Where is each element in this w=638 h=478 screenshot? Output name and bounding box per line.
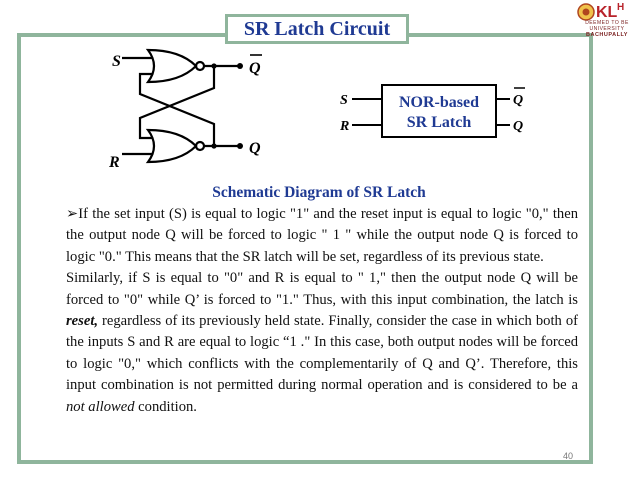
- block-label-r: R: [340, 119, 350, 134]
- label-s: S: [112, 53, 121, 70]
- block-label-q: Q: [513, 119, 524, 134]
- label-q: Q: [249, 140, 261, 157]
- bullet-arrow-icon: ➢: [66, 206, 79, 222]
- paragraph-reset: Similarly, if S is equal to "0" and R is equal to " 1," then the output node Q will be forced to "0" while Q’ is forced to "1." Thus, with this input combination, the latch is reset, regardless of its previously held state. Finally, consider the case in which both of the inputs S and R are equal to logic “1 ." In this case, both output nodes will be forced to logic "0," which conflicts with the complementarily of Q and Q’. Therefore, this input combination is not permitted during normal operation and is considered to be a not allowed condition.: [66, 270, 578, 415]
- logo-text: KL: [596, 4, 618, 21]
- nor-gate-upper: [148, 50, 196, 82]
- block-line1: NOR-based: [398, 94, 480, 111]
- emphasis-reset: reset,: [66, 313, 99, 330]
- block-label-s: S: [340, 93, 348, 108]
- diagram-caption: Schematic Diagram of SR Latch: [212, 184, 426, 201]
- label-qbar: Q: [249, 60, 261, 77]
- body-text: [66, 204, 578, 418]
- label-r: R: [109, 154, 120, 171]
- svg-text:H: H: [617, 2, 625, 13]
- sr-latch-diagram: [0, 0, 638, 200]
- page-number: 40: [563, 451, 574, 461]
- nor-gate-lower: [148, 130, 196, 162]
- slide-title: SR Latch Circuit: [225, 14, 409, 44]
- block-label-qbar: Q: [513, 93, 524, 108]
- paragraph-set: ➢If the set input (S) is equal to logic "1" and the reset input is equal to logic "0," then the output node Q will be forced to logic " 1 " while the output node Q is forced to logic "0." This means that the SR latch will be set, regardless of its previous state.: [66, 206, 578, 265]
- logo-subtext: DEEMED TO BE UNIVERSITY BACHUPALLY: [585, 20, 629, 38]
- emphasis-not-allowed: not allowed: [66, 398, 135, 415]
- block-line2: SR Latch: [406, 114, 472, 131]
